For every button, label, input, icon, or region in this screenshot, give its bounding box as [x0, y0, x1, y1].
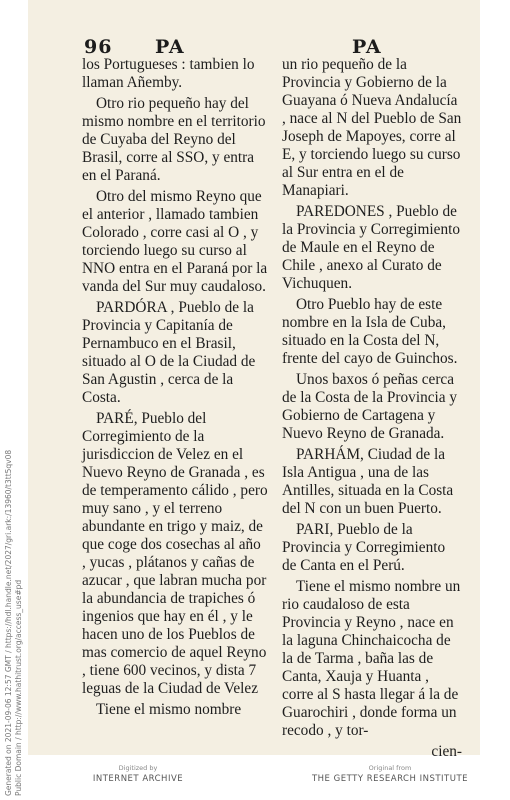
public-domain-note: Public Domain / http://www.hathitrust.org/access_use#pd — [14, 579, 23, 796]
paragraph: PARI, Pueblo de la Provincia y Corregimiento de Canta en el Perú. — [282, 521, 446, 574]
catchword: cien- — [431, 743, 462, 760]
original-from-label: Original from — [368, 764, 412, 772]
paragraph: PARHÁM, Ciudad de la Isla Antigua , una de las Antilles, situada en la Costa del N con un buen Puerto. — [282, 446, 454, 517]
left-running-head: PA — [155, 36, 185, 58]
digitized-by-block — [78, 764, 198, 784]
paragraph: Tiene el mismo nombre un rio caudaloso de esta Provincia y Reyno , nace en la laguna Chinchaicocha de la de Tarma , baña las de Canta, Xauja y Huanta , corre al S hasta llegar á la de Guarochiri , donde forma un recodo , y tor- — [282, 578, 461, 739]
paragraph: Unos baxos ó peñas cerca de la Costa de la Provincia y Gobierno de Cartagena y Nuevo Reyno de Granada. — [282, 371, 458, 442]
footer — [0, 764, 510, 800]
paragraph: PAREDONES , Pueblo de la Provincia y Corregimiento de Maule en el Reyno de Chile , anexo al Curato de Vichuquen. — [282, 203, 460, 292]
left-column — [82, 56, 268, 722]
original-from-block — [300, 764, 480, 784]
paragraph: Otro rio pequeño hay del mismo nombre en el territorio de Cuyaba del Reyno del Brasil, corre al SSO, y entra en el Paraná. — [82, 95, 266, 184]
paragraph: un rio pequeño de la Provincia y Gobierno de la Guayana ó Nueva Andalucía , nace al N del Pueblo de San Joseph de Mapoyes, corre al E, y torciendo luego su curso al Sur entra en el de Manapiari. — [282, 56, 462, 199]
internet-archive-label: INTERNET ARCHIVE — [92, 774, 184, 784]
paragraph: PARÉ, Pueblo del Corregimiento de la jurisdiccion de Velez en el Nuevo Reyno de Granada , es de temperamento cálido , pero muy sano , y el terreno abundante en trigo y maiz, de que coge dos cosechas al año , yucas , plátanos y cañas de azucar , que labran mucha por la abundancia de trapiches ó ingenios que hay en él , y le hacen uno de los Pueblos de mas comercio de aquel Reyno , tiene 600 vecinos, y dista 7 leguas de la Ciudad de Velez — [82, 410, 268, 697]
paragraph: Tiene el mismo nombre — [96, 701, 242, 718]
right-column — [282, 56, 462, 761]
generated-note: Generated on 2021-09-06 12:57 GMT / https://hdl.handle.net/2027/gri.ark:/13960/t3tt5qv08 — [4, 449, 13, 796]
paragraph: PARDÓRA , Pueblo de la Provincia y Capitanía de Pernambuco en el Brasil, situado al O de la Ciudad de San Agustin , cerca de la Costa. — [82, 299, 256, 406]
page-number: 96 — [84, 36, 113, 58]
paragraph: Otro del mismo Reyno que el anterior , llamado tambien Colorado , corre casi al O , y torciendo luego su curso al NNO entra en el Paraná por la vanda del Sur muy caudaloso. — [82, 188, 268, 295]
digitized-by-label: Digitized by — [118, 764, 158, 772]
right-running-head: PA — [352, 36, 382, 58]
paragraph: los Portugueses : tambien lo llaman Añemby. — [82, 56, 255, 91]
getty-label: THE GETTY RESEARCH INSTITUTE — [311, 774, 469, 784]
paragraph: Otro Pueblo hay de este nombre en la Isla de Cuba, situado en la Costa del N, frente del cayo de Guinchos. — [282, 296, 458, 367]
